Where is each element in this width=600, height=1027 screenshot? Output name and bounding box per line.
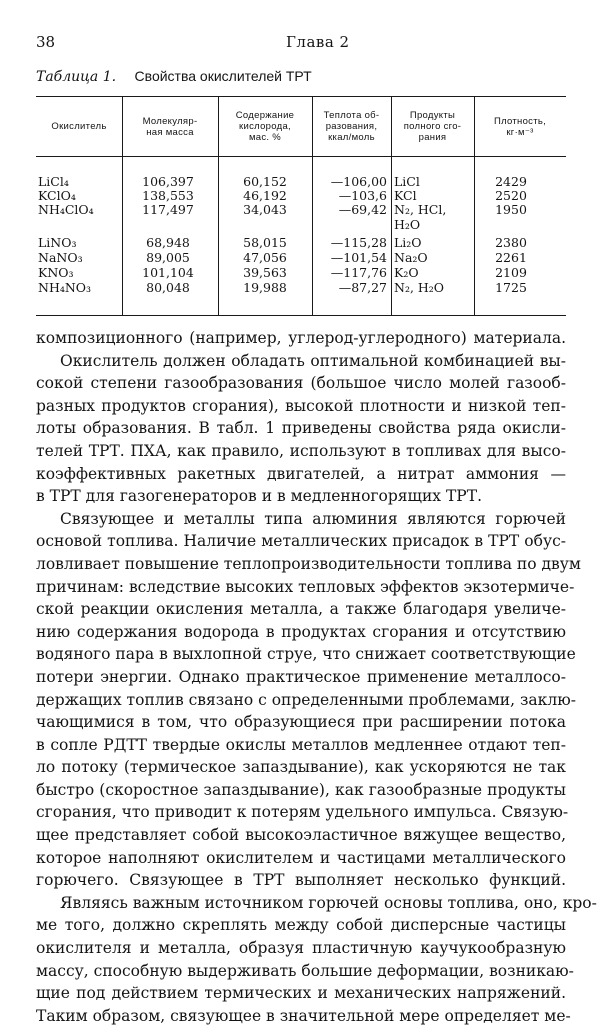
cell-density: 2520 — [495, 188, 527, 203]
cell-molecular-mass: 89,005 — [146, 250, 190, 265]
cell-molecular-mass: 80,048 — [146, 280, 190, 295]
cell-density: 1725 — [495, 280, 527, 295]
text-line: ме того, должно скреплять между собой дисперсные частицы — [36, 916, 566, 935]
cell-oxidizer: NH₄NO₃ — [38, 280, 92, 295]
table-bottom-rule — [36, 315, 566, 316]
text-line: быстро (скоростное запаздывание), как газообразные продукты — [36, 780, 566, 799]
text-line: в сопле РДТТ твердые окислы металлов медленнее отдают теп- — [36, 735, 566, 754]
table-row — [36, 281, 566, 295]
table-row — [36, 251, 566, 265]
cell-oxygen-content: 39,563 — [243, 265, 287, 280]
column-header-density: Плотность, кг·м⁻³ — [493, 115, 547, 138]
cell-oxidizer: LiNO₃ — [38, 235, 77, 250]
text-line: сокой степени газообразования (большое число молей газооб- — [36, 374, 566, 393]
text-line: Являясь важным источником горючей основы топлива, оно, кро- — [60, 893, 597, 912]
page-number: 38 — [36, 33, 56, 51]
text-line: ловливает повышение теплопроизводительности топлива по двум — [36, 554, 581, 573]
table-row — [36, 203, 566, 217]
text-line: коэффективных ракетных двигателей, а нитрат аммония — — [36, 464, 566, 483]
cell-combustion-products: Na₂O — [394, 250, 428, 265]
cell-heat-of-formation: —87,27 — [338, 280, 387, 295]
text-line: нию содержания водорода в продуктах сгорания и отсутствию — [36, 622, 566, 641]
text-line: в ТРТ для газогенераторов и в медленногорящих ТРТ. — [36, 487, 482, 506]
text-line: горючего. Связующее в ТРТ выполняет несколько функций. — [36, 871, 566, 890]
paragraph-first-line: Окислитель должен обладать оптимальной комбинацией вы- — [60, 351, 566, 370]
text-line: щее представляет собой высокоэластичное вяжущее вещество, — [36, 826, 566, 845]
text-line: ло потоку (термическое запаздывание), как ускоряются не так — [36, 758, 566, 777]
cell-combustion-products: K₂O — [394, 265, 419, 280]
table-caption — [36, 68, 312, 85]
cell-oxygen-content: 58,015 — [243, 235, 287, 250]
cell-density: 2109 — [495, 265, 527, 280]
cell-combustion-products: N₂, H₂O — [394, 280, 445, 295]
column-header-combustion-products: Продукты полного сго- рания — [403, 110, 462, 143]
cell-molecular-mass: 138,553 — [142, 188, 194, 203]
table-row — [36, 189, 566, 203]
chapter-title: Глава 2 — [286, 33, 350, 51]
cell-oxygen-content: 46,192 — [243, 188, 287, 203]
cell-oxidizer: KClO₄ — [38, 188, 76, 203]
text-line: чающимися в том, что образующиеся при расширении потока — [36, 713, 566, 732]
oxidizer-properties-table — [36, 91, 566, 316]
cell-oxygen-content: 47,056 — [243, 250, 287, 265]
cell-heat-of-formation: —117,76 — [330, 265, 387, 280]
table-top-rule — [36, 96, 566, 97]
text-line: водяного пара в выхлопной струе, что снижает соответствующие — [36, 645, 576, 664]
table-row — [36, 175, 566, 189]
text-line: телей ТРТ. ПХА, как правило, используют в топливах для высо- — [36, 441, 566, 460]
cell-oxidizer: KNO₃ — [38, 265, 74, 280]
column-header-heat-of-formation: Теплота об- разования, ккал/моль — [323, 110, 380, 143]
column-header-molecular-mass: Молекуляр- ная масса — [142, 115, 198, 138]
paragraph-first-line: Связующее и металлы типа алюминия являются горючей — [60, 509, 566, 528]
text-line: щие под действием термических и механических напряжений. — [36, 984, 566, 1003]
cell-oxidizer: LiCl₄ — [38, 174, 69, 189]
cell-combustion-products: N₂, HCl, — [394, 202, 447, 217]
cell-oxidizer: NaNO₃ — [38, 250, 83, 265]
text-line: Таким образом, связующее в значительной мере определяет ме- — [36, 1006, 571, 1025]
cell-molecular-mass: 106,397 — [142, 174, 194, 189]
cell-molecular-mass: 68,948 — [146, 235, 190, 250]
cell-density: 1950 — [495, 202, 527, 217]
cell-combustion-products: KCl — [394, 188, 417, 203]
table-row-continuation — [36, 218, 566, 232]
table-caption-title: Свойства окислителей ТРТ — [134, 68, 312, 84]
text-line: ской реакции окисления металла, а также благодаря увеличе- — [36, 600, 566, 619]
column-header-oxygen-content: Содержание кислорода, мас. % — [235, 110, 295, 143]
cell-combustion-products: LiCl — [394, 174, 420, 189]
text-line: потери энергии. Однако практическое применение металлосо- — [36, 667, 566, 686]
cell-molecular-mass: 101,104 — [142, 265, 194, 280]
table-row — [36, 236, 566, 250]
text-line: основой топлива. Наличие металлических присадок в ТРТ обус- — [36, 532, 566, 551]
cell-oxygen-content: 60,152 — [243, 174, 287, 189]
text-line: которое наполняют окислителем и частицами металлического — [36, 848, 566, 867]
text-line: держащих топлив связано с определенными проблемами, заклю- — [36, 690, 576, 709]
cell-density: 2380 — [495, 235, 527, 250]
cell-heat-of-formation: —103,6 — [338, 188, 387, 203]
text-line: сгорания, что приводит к потерям удельного импульса. Связую- — [36, 803, 569, 822]
cell-molecular-mass: 117,497 — [142, 202, 194, 217]
cell-combustion-products-continued: H₂O — [394, 217, 421, 232]
cell-heat-of-formation: —101,54 — [330, 250, 387, 265]
cell-density: 2261 — [495, 250, 527, 265]
cell-heat-of-formation: —115,28 — [330, 235, 387, 250]
cell-oxygen-content: 34,043 — [243, 202, 287, 217]
text-line: разных продуктов сгорания), высокой плотности и низкой теп- — [36, 396, 566, 415]
table-header-rule — [36, 156, 566, 157]
body-text — [36, 327, 597, 1027]
table-row — [36, 266, 566, 280]
cell-oxygen-content: 19,988 — [243, 280, 287, 295]
cell-heat-of-formation: —69,42 — [338, 202, 387, 217]
text-line: лоты образования. В табл. 1 приведены свойства ряда окисли- — [36, 419, 566, 438]
column-header-oxidizer: Окислитель — [51, 121, 107, 132]
text-line: композиционного (например, углерод-углеродного) материала. — [36, 329, 566, 347]
text-line: причинам: вследствие высоких тепловых эффектов экзотермиче- — [36, 577, 575, 596]
table-caption-number: Таблица 1. — [36, 69, 117, 85]
text-line: окислителя и металла, образуя пластичную каучукообразную — [36, 939, 566, 958]
cell-combustion-products: Li₂O — [394, 235, 422, 250]
cell-oxidizer: NH₄ClO₄ — [38, 202, 94, 217]
cell-density: 2429 — [495, 174, 527, 189]
cell-heat-of-formation: —106,00 — [330, 174, 387, 189]
text-line: массу, способную выдерживать большие деформации, возникаю- — [36, 961, 574, 980]
